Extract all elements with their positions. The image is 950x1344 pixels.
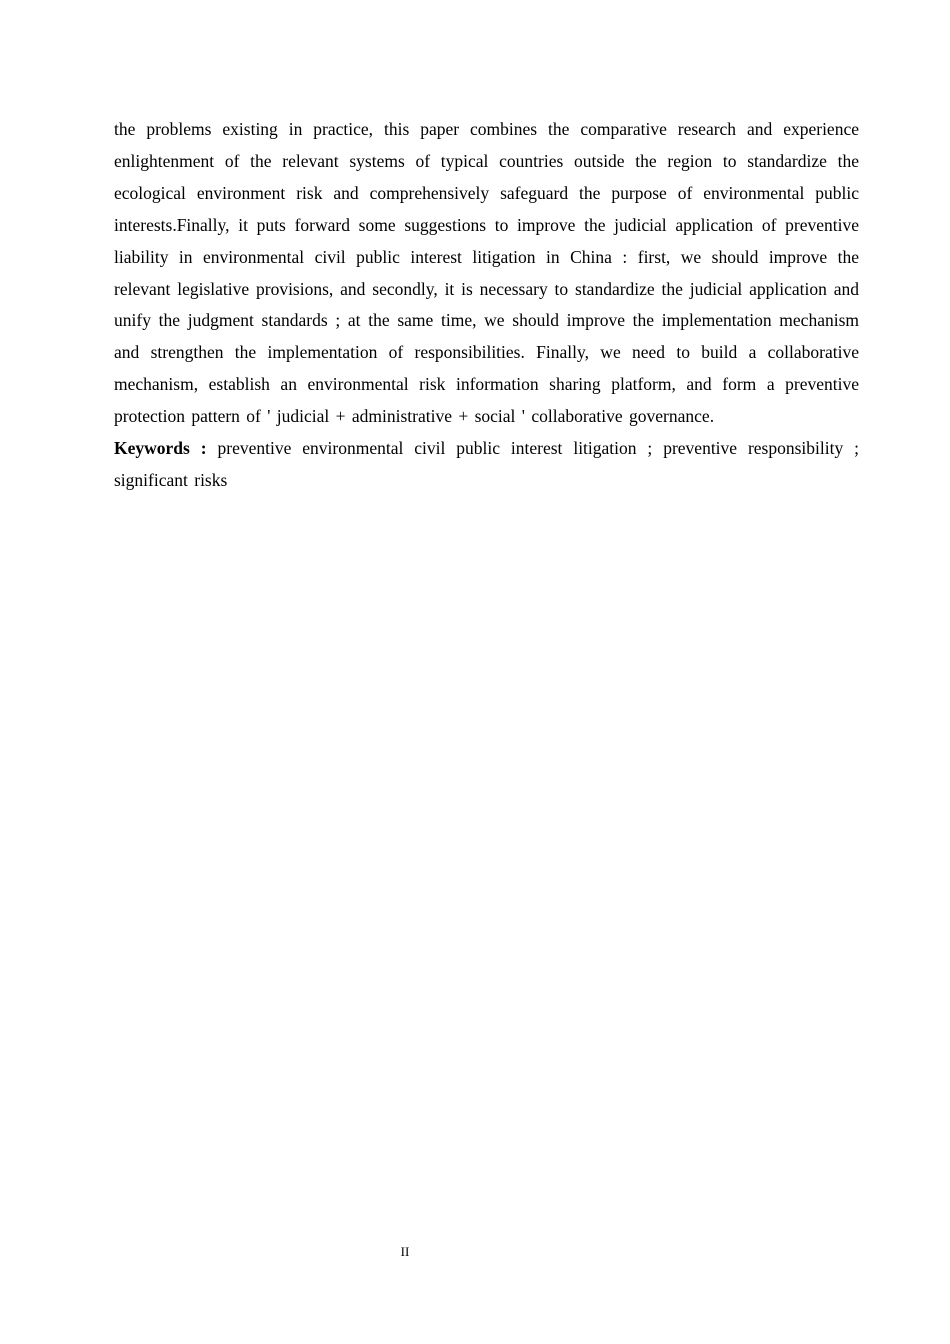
keywords-text: preventive environmental civil public interest litigation ; preventive responsibility ; significant risks	[114, 438, 860, 490]
keywords-label: Keywords :	[114, 438, 207, 459]
abstract-content	[114, 114, 859, 497]
abstract-paragraph: the problems existing in practice, this paper combines the comparative research and experience enlightenment of the relevant systems of typical countries outside the region to standardize the ecological environment risk and comprehensively safeguard the purpose of environmental public interests.Finally, it puts forward some suggestions to improve the judicial application of preventive liability in environmental civil public interest litigation in China : first, we should improve the relevant legislative provisions, and secondly, it is necessary to standardize the judicial application and unify the judgment standards ; at the same time, we should improve the implementation mechanism and strengthen the implementation of responsibilities. Finally, we need to build a collaborative mechanism, establish an environmental risk information sharing platform, and form a preventive protection pattern of ' judicial + administrative + social ' collaborative governance.	[114, 119, 859, 427]
keywords-line	[114, 433, 859, 497]
page-number: II	[400, 1244, 410, 1259]
